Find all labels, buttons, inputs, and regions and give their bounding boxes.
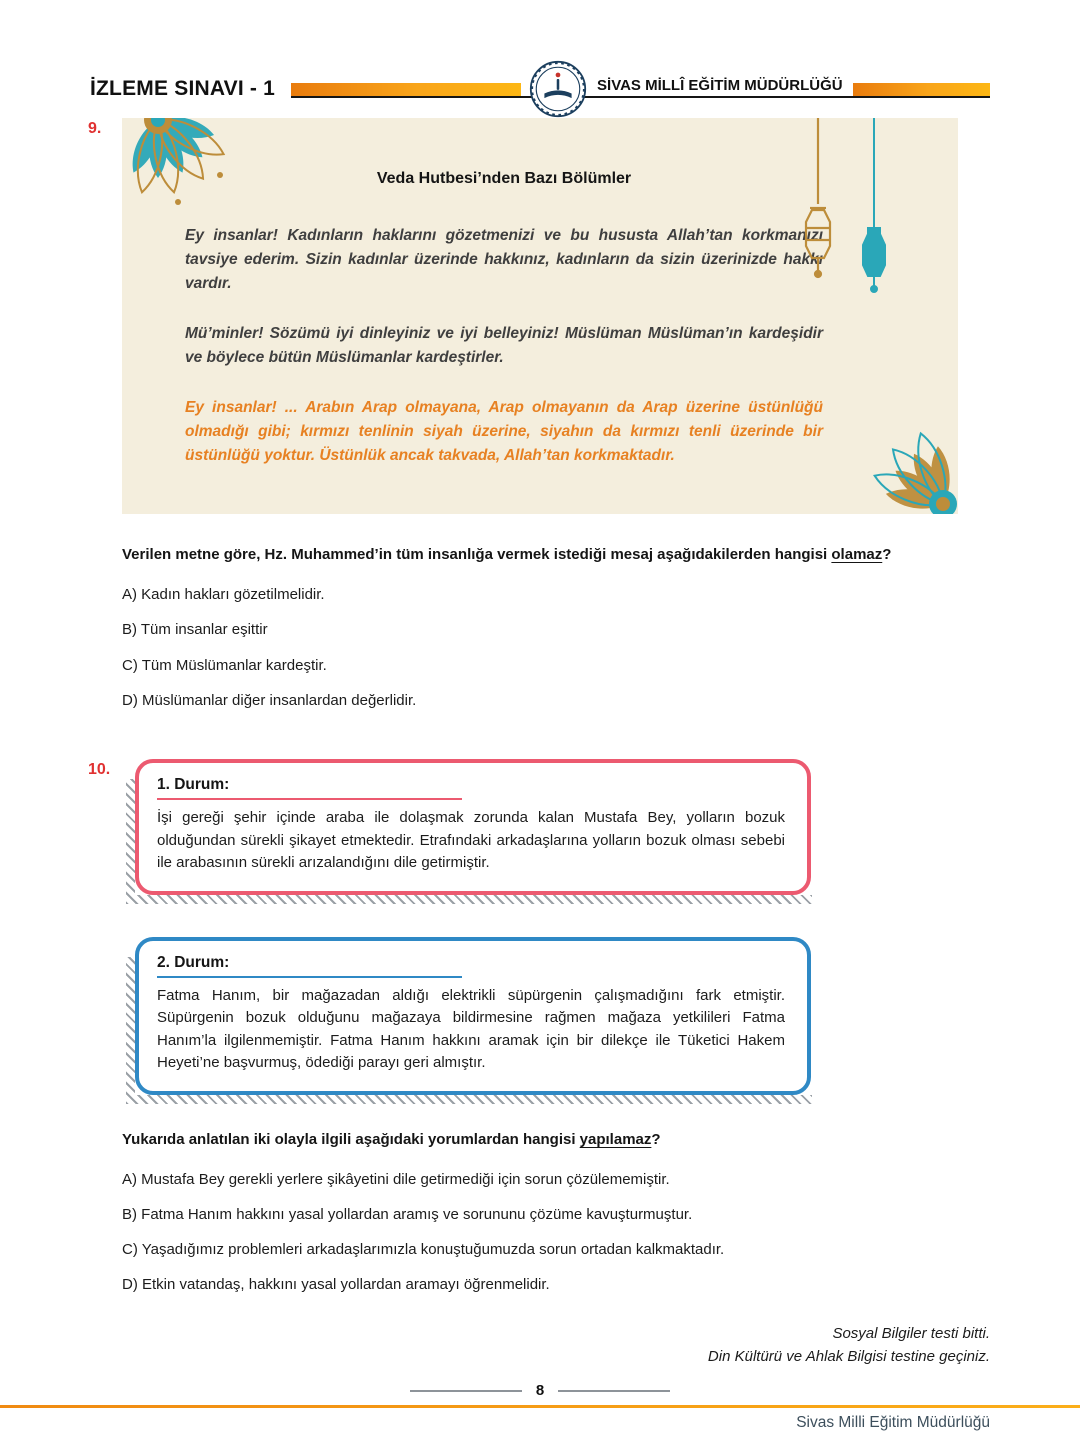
option-c: C) Tüm Müslümanlar kardeştir. (122, 656, 327, 674)
question-10-stem (122, 1129, 900, 1150)
passage-paragraph-2: Mü’minler! Sözümü iyi dinleyiniz ve iyi belleyiniz! Müslüman Müslüman’ın kardeşidir ve böylece bütün Müslümanlar kardeştirler. (185, 325, 823, 367)
case-box-2 (135, 937, 811, 1095)
page-footer (0, 1322, 1080, 1432)
option-a: A) Mustafa Bey gerekli yerlere şikâyetini dile getirmediği için sorun çözülememiştir. (122, 1170, 670, 1188)
meb-logo-icon (529, 60, 587, 118)
question-9 (88, 118, 900, 711)
question-9-stem-suffix: ? (882, 546, 892, 564)
option-c: C) Yaşadığımız problemleri arkadaşlarımızla konuştuğumuzda sorun ortadan kalkmaktadır. (122, 1241, 725, 1259)
question-10-number: 10. (88, 761, 111, 779)
footer-note-line-2: Din Kültürü ve Ahlak Bilgisi testine geçiniz. (707, 1347, 990, 1365)
page-header (0, 0, 1080, 118)
passage-title: Veda Hutbesi’nden Bazı Bölümler (376, 170, 632, 187)
option-d: D) Müslümanlar diğer insanlardan değerlidir. (122, 691, 417, 709)
page-number-rule-right (558, 1390, 670, 1392)
question-10-stem-text: Yukarıda anlatılan iki olayla ilgili aşağıdaki yorumlardan hangisi (122, 1130, 580, 1148)
mandala-ornament-bottom-right-icon (778, 354, 958, 514)
case-1-text: İşi gereği şehir içinde araba ile dolaşmak zorunda kalan Mustafa Bey, yolların bozuk olduğundan sürekli şikayet etmektedir. Etrafındaki arkadaşlarına yolların bozuk olması sebebi ile arabasının sürekli arızalandığını dile getirmiştir. (157, 809, 785, 872)
mandala-ornament-top-left-icon (122, 118, 316, 297)
option-d: D) Etkin vatandaş, hakkını yasal yollardan aramayı öğrenmelidir. (122, 1276, 550, 1294)
option-b: B) Tüm insanlar eşittir (122, 621, 268, 639)
page-number-row (0, 1382, 1080, 1399)
page-content (0, 118, 1080, 1296)
passage-box (122, 118, 958, 514)
passage-paragraph-3: Ey insanlar! ... Arabın Arap olmayana, Arap olmayanın da Arap üzerine üstünlüğü olmadığı gibi; kırmızı tenlinin siyah üzerine, siyahın da kırmızı tenli üzerinde bir üstünlüğü yoktur. Üstünlük ancak takvada, Allah’tan korkmaktadır. (185, 399, 823, 465)
question-9-options (122, 585, 900, 711)
option-a: A) Kadın hakları gözetilmelidir. (122, 586, 325, 604)
footer-org-name: Sivas Milli Eğitim Müdürlüğü (796, 1414, 990, 1432)
question-10-options (122, 1170, 900, 1296)
question-9-stem-text: Verilen metne göre, Hz. Muhammed’in tüm insanlığa vermek istediği mesaj aşağıdakilerden hangisi (122, 546, 832, 564)
case-2-title: 2. Durum: (157, 954, 462, 978)
option-b: B) Fatma Hanım hakkını yasal yollardan aramış ve sorununu çözüme kavuşturmuştur. (122, 1205, 693, 1223)
page-number: 8 (535, 1382, 545, 1400)
question-9-number: 9. (88, 120, 102, 137)
case-2-text: Fatma Hanım, bir mağazadan aldığı elektrikli süpürgenin çalışmadığını fark etmiştir. Süpürgenin bozuk olduğunu mağazaya bildirmesine rağmen mağaza yetkilileri Fatma Hanım’la ilgilenmemiştir. Fatma Hanım hakkını aramak için bir dilekçe ile Tüketici Hakem Heyeti’ne başvurmuş, ödediği parayı geri almıştır. (157, 986, 785, 1072)
org-name: SİVAS MİLLÎ EĞİTİM MÜDÜRLÜĞÜ (597, 76, 843, 94)
question-9-stem (122, 544, 900, 565)
header-orange-bar-right (853, 83, 990, 96)
header-orange-bar-left (291, 83, 521, 96)
lantern-icons (786, 118, 906, 318)
footer-orange-rule (0, 1405, 1080, 1408)
footer-note (0, 1322, 1080, 1369)
page-number-rule-left (410, 1390, 522, 1392)
question-10 (88, 759, 900, 1296)
question-10-keyword: yapılamaz (579, 1130, 652, 1148)
question-10-stem-suffix: ? (651, 1130, 661, 1148)
case-box-1 (135, 759, 811, 895)
case-1-title: 1. Durum: (157, 776, 462, 800)
header-rule (291, 59, 990, 119)
footer-note-line-1: Sosyal Bilgiler testi bitti. (832, 1324, 990, 1342)
question-9-keyword: olamaz (831, 546, 883, 564)
passage-paragraph-1: Ey insanlar! Kadınların haklarını gözetmenizi ve bu hususta Allah’tan korkmanızı tavsiye ederim. Sizin kadınlar üzerinde hakkınız, kadınların da sizin üzerinizde hakkı vardır. (185, 227, 823, 293)
exam-title: İZLEME SINAVI - 1 (90, 77, 276, 100)
